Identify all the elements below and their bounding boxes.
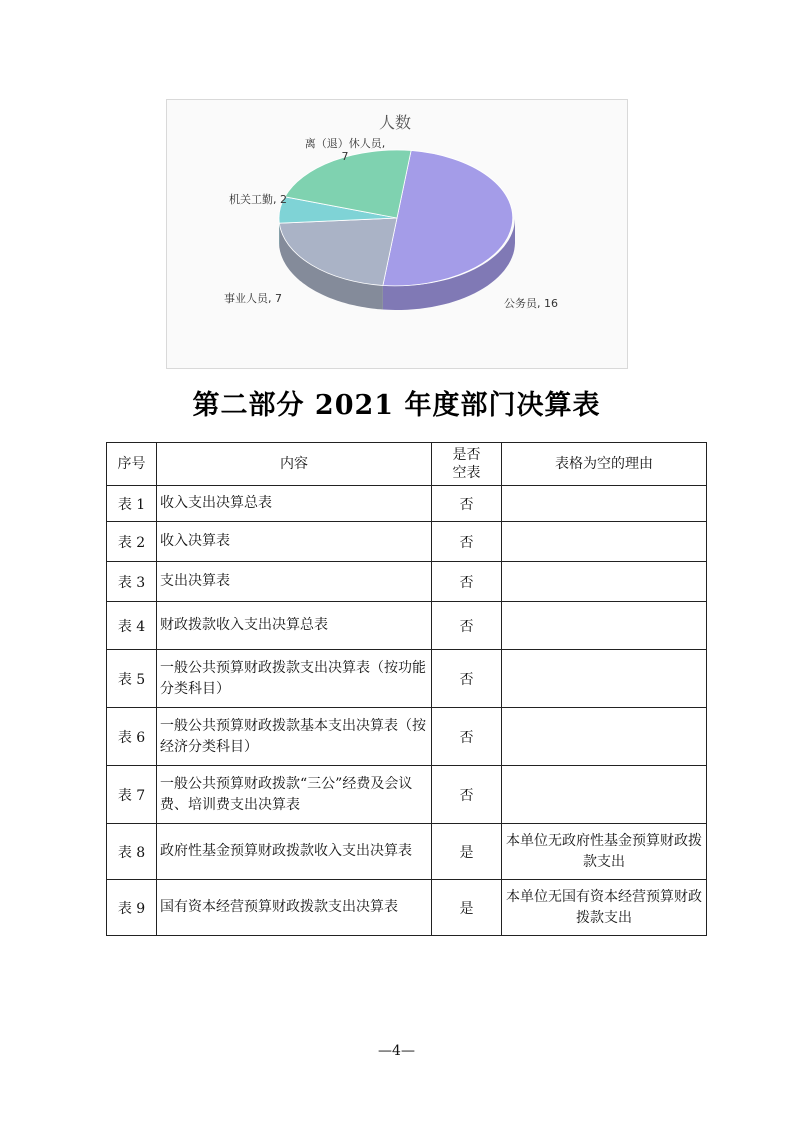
chart-title: 人数 <box>378 113 412 132</box>
data-label-staff: 事业人员, 7 <box>224 292 282 305</box>
row-content: 一般公共预算财政拨款支出决算表（按功能分类科目） <box>157 650 432 708</box>
row-empty: 否 <box>432 766 502 824</box>
row-no: 表 5 <box>107 650 157 708</box>
row-content: 收入决算表 <box>157 522 432 562</box>
data-label-civil-servants: 公务员, 16 <box>504 297 558 310</box>
section-title: 第二部分 2021 年度部门决算表 <box>192 390 601 421</box>
table-row <box>107 650 707 708</box>
row-content: 政府性基金预算财政拨款收入支出决算表 <box>157 824 432 880</box>
table-row <box>107 880 707 936</box>
row-empty: 是 <box>432 880 502 936</box>
pie-chart-svg <box>167 100 627 368</box>
table-row <box>107 708 707 766</box>
row-no: 表 2 <box>107 522 157 562</box>
row-empty: 否 <box>432 522 502 562</box>
row-no: 表 9 <box>107 880 157 936</box>
row-empty: 否 <box>432 708 502 766</box>
row-no: 表 7 <box>107 766 157 824</box>
page-number: —4— <box>378 1043 415 1059</box>
row-no: 表 1 <box>107 486 157 522</box>
data-label-retired-2: 7 <box>341 150 349 163</box>
header-empty: 是否空表 <box>432 443 502 486</box>
row-reason <box>502 602 707 650</box>
final-accounts-table <box>106 442 707 936</box>
table-row <box>107 522 707 562</box>
row-reason <box>502 708 707 766</box>
row-reason: 本单位无政府性基金预算财政拨款支出 <box>502 824 707 880</box>
row-no: 表 6 <box>107 708 157 766</box>
row-content: 收入支出决算总表 <box>157 486 432 522</box>
row-empty: 否 <box>432 602 502 650</box>
row-reason <box>502 562 707 602</box>
data-label-workers: 机关工勤, 2 <box>229 193 287 206</box>
row-reason <box>502 766 707 824</box>
table-header-row <box>107 443 707 486</box>
row-reason <box>502 486 707 522</box>
row-empty: 否 <box>432 562 502 602</box>
header-no: 序号 <box>107 443 157 486</box>
pie-chart <box>166 99 628 369</box>
row-no: 表 3 <box>107 562 157 602</box>
row-content: 支出决算表 <box>157 562 432 602</box>
row-content: 一般公共预算财政拨款基本支出决算表（按经济分类科目） <box>157 708 432 766</box>
row-no: 表 8 <box>107 824 157 880</box>
row-content: 财政拨款收入支出决算总表 <box>157 602 432 650</box>
table-row <box>107 562 707 602</box>
row-no: 表 4 <box>107 602 157 650</box>
header-content: 内容 <box>157 443 432 486</box>
row-reason <box>502 522 707 562</box>
table-row <box>107 486 707 522</box>
row-empty: 是 <box>432 824 502 880</box>
row-content: 一般公共预算财政拨款“三公”经费及会议费、培训费支出决算表 <box>157 766 432 824</box>
row-content: 国有资本经营预算财政拨款支出决算表 <box>157 880 432 936</box>
row-reason <box>502 650 707 708</box>
header-reason: 表格为空的理由 <box>502 443 707 486</box>
row-reason: 本单位无国有资本经营预算财政拨款支出 <box>502 880 707 936</box>
table-row <box>107 766 707 824</box>
data-label-retired-1: 离（退）休人员, <box>304 137 386 150</box>
table-row <box>107 602 707 650</box>
row-empty: 否 <box>432 650 502 708</box>
table-row <box>107 824 707 880</box>
row-empty: 否 <box>432 486 502 522</box>
